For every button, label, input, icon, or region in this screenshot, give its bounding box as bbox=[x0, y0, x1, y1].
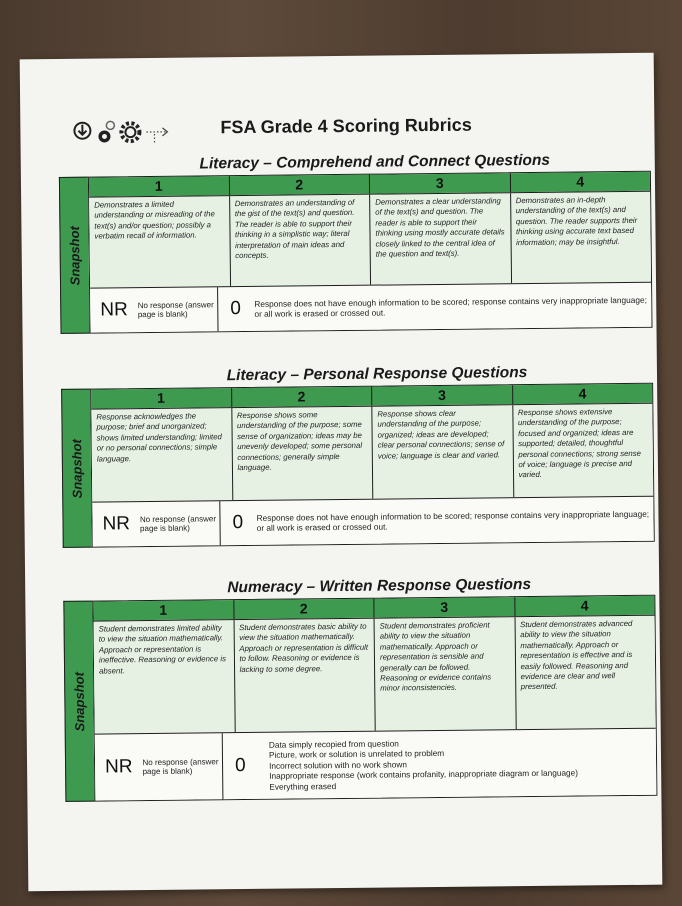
non-scorable-row bbox=[92, 496, 653, 547]
snapshot-label: Snapshot bbox=[61, 389, 92, 548]
zero-criterion: Everything erased bbox=[269, 780, 337, 792]
level-3-descriptor: Student demonstrates proficient ability to view the situation mathematically. Approach or representation is sensible and generally can be followed. Reasoning or evidence contains minor inconsistencies. bbox=[374, 617, 516, 730]
zero-cell bbox=[220, 497, 653, 546]
gear-icon bbox=[98, 121, 114, 142]
level-4-descriptor: Response shows extensive understanding of the purpose; focused and organized; ideas are supported; detailed, thoughtful personal connections; strong sense of voice; language is precise and varied. bbox=[512, 404, 653, 497]
level-1-descriptor: Response acknowledges the purpose; brief and unorganized; shows limited understanding; limited or no personal connections; simple language. bbox=[96, 411, 222, 464]
level-1-header: 1 bbox=[156, 389, 165, 406]
nr-code: NR bbox=[102, 513, 131, 535]
non-scorable-row bbox=[90, 282, 651, 333]
gears-logo bbox=[70, 116, 180, 149]
level-2-descriptor: Response shows some understanding of the purpose; some sense of organization; ideas may be unevenly developed; some personal connections; generally simple language. bbox=[231, 407, 372, 500]
rubric-table bbox=[61, 383, 655, 548]
zero-code: 0 bbox=[232, 512, 244, 534]
zero-criterion: Picture, work or solution is unrelated to problem bbox=[268, 748, 445, 760]
zero-criterion: Data simply recopied from question bbox=[268, 737, 399, 750]
nr-cell bbox=[90, 287, 218, 332]
level-2-descriptor: Demonstrates an understanding of the gist of the text(s) and question. The reader is able to support their thinking in a simplistic way; literal interpretation of main ideas and concepts. bbox=[229, 195, 370, 286]
level-4-header: 4 bbox=[512, 384, 653, 404]
gear-icon bbox=[121, 123, 139, 141]
level-1-header: 1 bbox=[154, 177, 163, 194]
rubric-table bbox=[63, 595, 657, 802]
level-1-descriptor: Demonstrates a limited understanding or misreading of the text(s) and/or question; possibly a verbatim recall of information. bbox=[94, 199, 215, 241]
page-header bbox=[70, 107, 590, 146]
level-2-header: 2 bbox=[228, 175, 369, 195]
rubric-sheet bbox=[20, 53, 663, 892]
nr-cell bbox=[92, 501, 220, 546]
level-3-descriptor: Demonstrates a clear understanding of the text(s) and question. The reader is able to support their thinking using mostly accurate details closely linked to the central idea of the question and text(s). bbox=[369, 193, 510, 284]
level-2-descriptor: Student demonstrates basic ability to view the situation mathematically. Approach or representation is difficult to follow. Reasoning or evidence is lacking to some degree. bbox=[233, 619, 375, 732]
level-4-descriptor: Demonstrates an in-depth understanding of the text(s) and question. The reader supports their thinking using accurate text based information; may be insightful. bbox=[510, 192, 651, 283]
nr-description: No response (answer page is blank) bbox=[137, 299, 214, 320]
level-descriptors bbox=[91, 403, 653, 502]
level-2-header: 2 bbox=[231, 387, 372, 407]
zero-cell bbox=[218, 283, 651, 332]
level-1-descriptor: Student demonstrates limited ability to view the situation mathematically. Approach or representation is ineffective. Reasoning or evidence is absent. bbox=[98, 623, 226, 676]
level-descriptors bbox=[89, 191, 651, 288]
snapshot-label: Snapshot bbox=[59, 177, 90, 334]
section-title: Literacy – Comprehend and Connect Questions bbox=[199, 151, 551, 173]
section-title: Literacy – Personal Response Questions bbox=[226, 364, 528, 385]
level-2-header: 2 bbox=[233, 599, 374, 619]
level-descriptors bbox=[94, 615, 656, 734]
literacy-comprehend-section bbox=[59, 149, 653, 334]
nr-cell bbox=[95, 733, 224, 800]
zero-code: 0 bbox=[230, 298, 241, 320]
dotted-arrow-icon bbox=[146, 128, 167, 144]
zero-description: Response does not have enough information to be scored; response contains very inappropriate language; or all work is erased or crossed out. bbox=[254, 294, 647, 319]
nr-code: NR bbox=[104, 756, 133, 778]
non-scorable-row bbox=[95, 728, 657, 801]
rubric-table bbox=[59, 171, 653, 334]
nr-description: No response (answer page is blank) bbox=[139, 513, 217, 534]
level-3-header: 3 bbox=[373, 597, 514, 617]
zero-code: 0 bbox=[234, 755, 246, 777]
level-3-descriptor: Response shows clear understanding of the purpose; organized; ideas are developed; clear personal connections; sense of voice; language is clear and varied. bbox=[371, 405, 512, 498]
page-title: FSA Grade 4 Scoring Rubrics bbox=[220, 114, 472, 138]
level-1-header: 1 bbox=[159, 601, 168, 618]
nr-code: NR bbox=[100, 299, 128, 321]
level-4-descriptor: Student demonstrates advanced ability to view the situation mathematically. Approach or representation is effective and is easily followed. Reasoning and evidence are clear and well presented. bbox=[514, 616, 656, 729]
literacy-personal-section bbox=[61, 361, 655, 548]
download-arrow-icon bbox=[74, 123, 90, 139]
zero-description: Response does not have enough information to be scored; response contains very inappropriate language; or all work is erased or crossed out. bbox=[256, 508, 650, 533]
zero-criterion: Incorrect solution with no work shown bbox=[269, 759, 408, 771]
level-3-header: 3 bbox=[371, 385, 512, 405]
section-title: Numeracy – Written Response Questions bbox=[227, 576, 532, 597]
numeracy-written-section bbox=[63, 573, 657, 802]
level-4-header: 4 bbox=[514, 596, 655, 616]
snapshot-label: Snapshot bbox=[63, 601, 94, 802]
zero-criterion: Inappropriate response (work contains profanity, inappropriate diagram or language) bbox=[269, 767, 579, 782]
level-3-header: 3 bbox=[369, 173, 510, 193]
zero-cell bbox=[223, 729, 657, 800]
zero-criteria-list bbox=[269, 736, 578, 792]
level-4-header: 4 bbox=[509, 172, 650, 192]
nr-description: No response (answer page is blank) bbox=[142, 756, 219, 777]
